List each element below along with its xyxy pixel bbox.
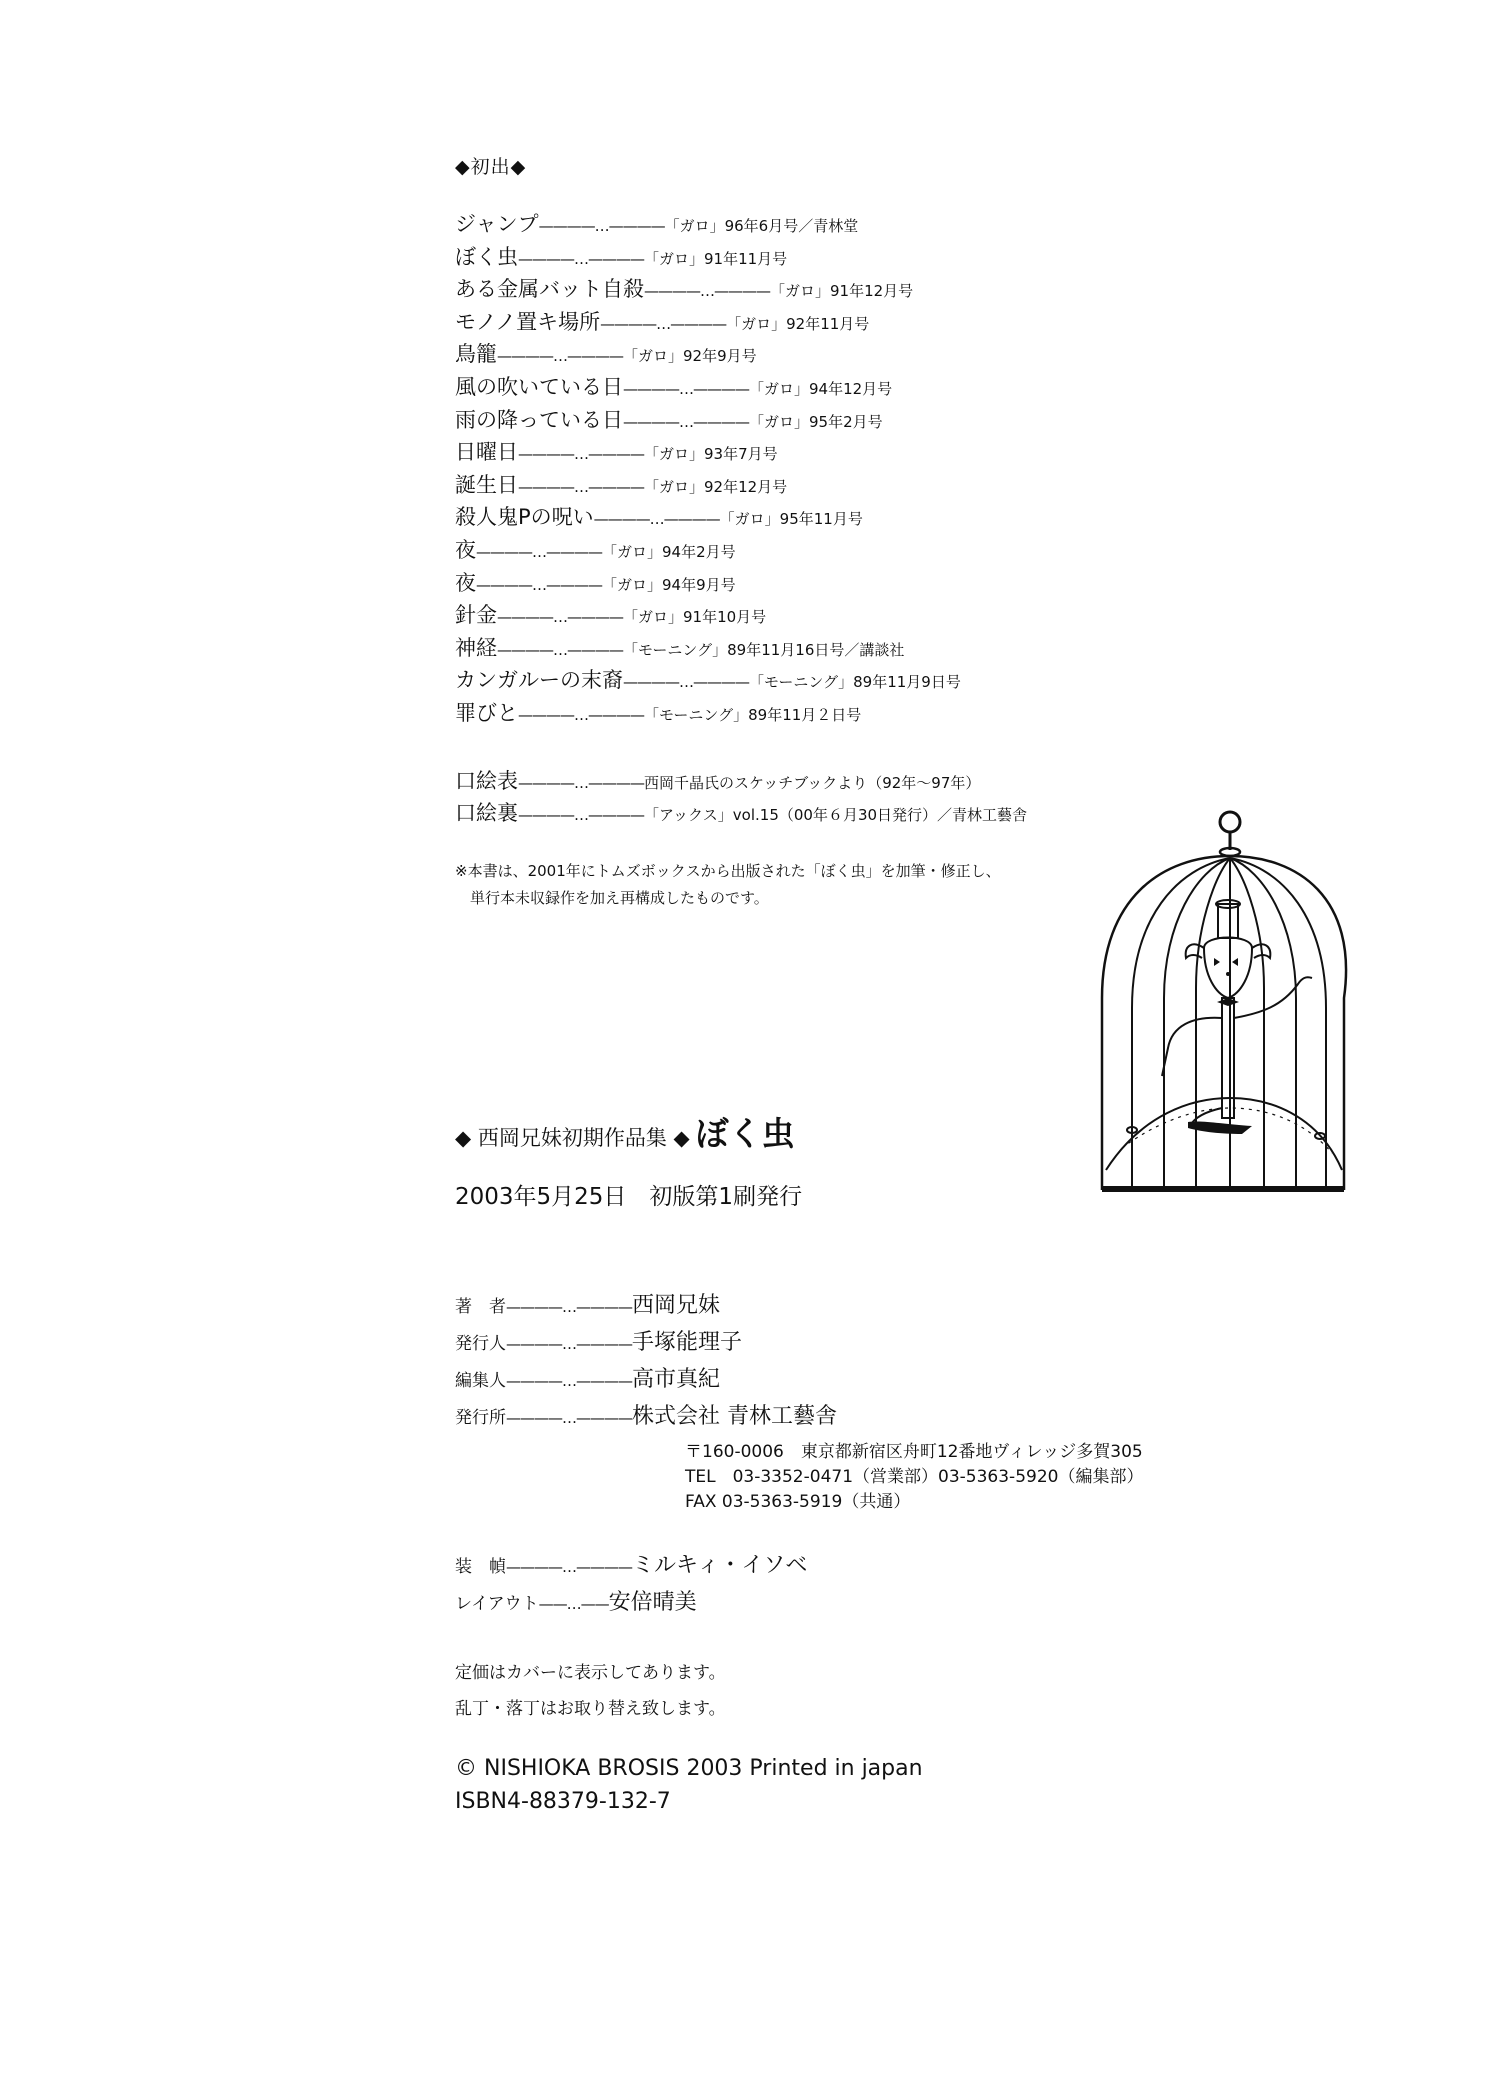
- leader-dash: ————…————: [497, 640, 623, 659]
- credit-name: 西岡兄妹: [632, 1293, 721, 1318]
- plate-title: 口絵裏: [455, 801, 518, 825]
- leader-dash: ————…————: [506, 1298, 632, 1316]
- work-title: 針金: [455, 603, 497, 628]
- credit-role: 発行人: [455, 1334, 506, 1354]
- work-title: 殺人鬼Pの呪い: [455, 505, 594, 530]
- work-source: 「ガロ」91年10月号: [623, 608, 767, 627]
- list-item: [455, 371, 961, 404]
- credit-row: [455, 1288, 837, 1325]
- credit-row: [455, 1585, 807, 1622]
- credit-row: [455, 1325, 837, 1362]
- book-title-line: [455, 1108, 795, 1155]
- leader-dash: ————…————: [538, 217, 665, 235]
- leader-dash: ————…————: [497, 608, 623, 627]
- work-title: カンガルーの末裔: [455, 668, 623, 693]
- work-source: 「ガロ」96年6月号／青林堂: [664, 217, 859, 235]
- leader-dash: ————…————: [506, 1335, 632, 1353]
- credit-name: 安倍晴美: [608, 1590, 697, 1615]
- work-source: 「ガロ」94年12月号: [749, 379, 893, 398]
- leader-dash: ————…————: [623, 379, 749, 398]
- leader-dash: ————…————: [518, 249, 644, 268]
- work-source: 「ガロ」92年9月号: [623, 347, 757, 366]
- publication-date: 2003年5月25日 初版第1刷発行: [455, 1184, 803, 1210]
- first-appearance-heading: ◆初出◆: [455, 156, 527, 178]
- work-source: 「ガロ」95年2月号: [749, 412, 883, 431]
- work-source: 「ガロ」95年11月号: [719, 510, 863, 529]
- book-title: ぼく虫: [695, 1114, 795, 1153]
- work-title: 夜: [455, 537, 476, 562]
- publication-list: [455, 208, 961, 730]
- work-title: 夜: [455, 570, 476, 595]
- notice-line: 定価はカバーに表示してあります。: [455, 1663, 726, 1683]
- leader-dash: ————…————: [623, 412, 749, 431]
- list-item: [455, 273, 961, 306]
- leader-dash: ————…————: [593, 510, 720, 529]
- list-item: [455, 404, 961, 437]
- work-title: ジャンプ: [455, 212, 539, 236]
- work-title: 罪びと: [455, 700, 518, 725]
- work-source: 「ガロ」93年7月号: [644, 445, 778, 464]
- leader-dash: ————…————: [518, 445, 644, 464]
- work-source: 「ガロ」91年12月号: [770, 282, 914, 301]
- credit-row: [455, 1548, 807, 1585]
- series-name: ◆ 西岡兄妹初期作品集 ◆: [455, 1126, 690, 1150]
- work-title: 神経: [455, 635, 497, 660]
- list-item: [455, 469, 961, 502]
- work-title: ある金属バット自殺: [455, 277, 644, 302]
- list-item: [455, 599, 961, 632]
- copyright-block: [455, 1752, 923, 1818]
- list-item: [455, 241, 961, 274]
- leader-dash: ————…————: [518, 477, 644, 496]
- credit-role: 著 者: [455, 1297, 506, 1317]
- list-item: [455, 797, 1027, 829]
- list-item: [455, 436, 961, 469]
- leader-dash: ————…————: [497, 347, 623, 366]
- credit-row: [455, 1362, 837, 1399]
- staff-credits: [455, 1288, 837, 1436]
- leader-dash: ————…————: [476, 575, 602, 594]
- work-title: 鳥籠: [455, 342, 497, 367]
- fax-line: FAX 03-5363-5919（共通）: [685, 1492, 911, 1512]
- leader-dash: ————…————: [518, 774, 644, 792]
- work-source: 「ガロ」94年2月号: [602, 542, 736, 561]
- design-credits: [455, 1548, 807, 1622]
- leader-dash: ————…————: [506, 1558, 632, 1576]
- leader-dash: ————…————: [506, 1372, 632, 1390]
- list-item: [455, 306, 961, 339]
- copyright-line: © NISHIOKA BROSIS 2003 Printed in japan: [455, 1756, 923, 1781]
- work-title: ぼく虫: [455, 244, 518, 269]
- work-title: 風の吹いている日: [455, 374, 623, 399]
- leader-dash: ——…——: [538, 1595, 609, 1613]
- work-title: モノノ置キ場所: [455, 309, 601, 334]
- leader-dash: ————…————: [623, 673, 749, 692]
- work-source: 「モーニング」89年11月16日号／講談社: [623, 640, 905, 659]
- leader-dash: ————…————: [644, 282, 770, 301]
- work-source: 「モーニング」89年11月２日号: [644, 705, 862, 724]
- list-item: [455, 501, 961, 534]
- note-line: 単行本未収録作を加え再構成したものです。: [455, 889, 769, 907]
- frontispiece-list: [455, 765, 1027, 829]
- isbn-line: ISBN4-88379-132-7: [455, 1789, 671, 1814]
- credit-role: 発行所: [455, 1408, 506, 1428]
- list-item: [455, 697, 961, 730]
- work-source: 「ガロ」92年11月号: [726, 314, 870, 333]
- work-title: 日曜日: [455, 440, 518, 465]
- leader-dash: ————…————: [476, 542, 602, 561]
- list-item: [455, 534, 961, 567]
- list-item: [455, 632, 961, 665]
- credit-name: 手塚能理子: [632, 1330, 743, 1355]
- credit-name: ミルキィ・イソベ: [632, 1553, 808, 1578]
- price-notice: [455, 1655, 726, 1727]
- credit-name: 株式会社 青林工藝舎: [632, 1404, 837, 1429]
- work-title: 雨の降っている日: [455, 407, 623, 432]
- publisher-address: [685, 1440, 1143, 1515]
- plate-source: 西岡千晶氏のスケッチブックより（92年〜97年）: [644, 774, 981, 792]
- credit-role: レイアウト: [455, 1594, 539, 1614]
- note-line: ※本書は、2001年にトムズボックスから出版された「ぼく虫」を加筆・修正し、: [455, 862, 1001, 880]
- list-item: [455, 567, 961, 600]
- list-item: [455, 664, 961, 697]
- credit-role: 編集人: [455, 1371, 506, 1391]
- birdcage-illustration: [1092, 808, 1352, 1198]
- phone-line: TEL 03-3352-0471（営業部）03-5363-5920（編集部）: [685, 1467, 1144, 1487]
- work-source: 「ガロ」94年9月号: [602, 575, 736, 594]
- work-source: 「ガロ」91年11月号: [644, 249, 788, 268]
- credit-row: [455, 1399, 837, 1436]
- list-item: [455, 208, 961, 241]
- leader-dash: ————…————: [518, 705, 644, 724]
- list-item: [455, 765, 1027, 797]
- work-source: 「モーニング」89年11月9日号: [749, 673, 961, 692]
- work-source: 「ガロ」92年12月号: [644, 477, 788, 496]
- notice-line: 乱丁・落丁はお取り替え致します。: [455, 1699, 726, 1719]
- leader-dash: ————…————: [506, 1409, 632, 1427]
- plate-source: 「アックス」vol.15（00年６月30日発行）／青林工藝舎: [644, 806, 1028, 824]
- credit-name: 高市真紀: [632, 1367, 721, 1392]
- list-item: [455, 338, 961, 371]
- address-line: 〒160-0006 東京都新宿区舟町12番地ヴィレッジ多賀305: [685, 1442, 1143, 1462]
- plate-title: 口絵表: [455, 769, 518, 793]
- leader-dash: ————…————: [518, 806, 644, 824]
- work-title: 誕生日: [455, 472, 518, 497]
- edition-note: [455, 858, 1001, 912]
- leader-dash: ————…————: [600, 314, 727, 333]
- credit-role: 装 幀: [455, 1557, 506, 1577]
